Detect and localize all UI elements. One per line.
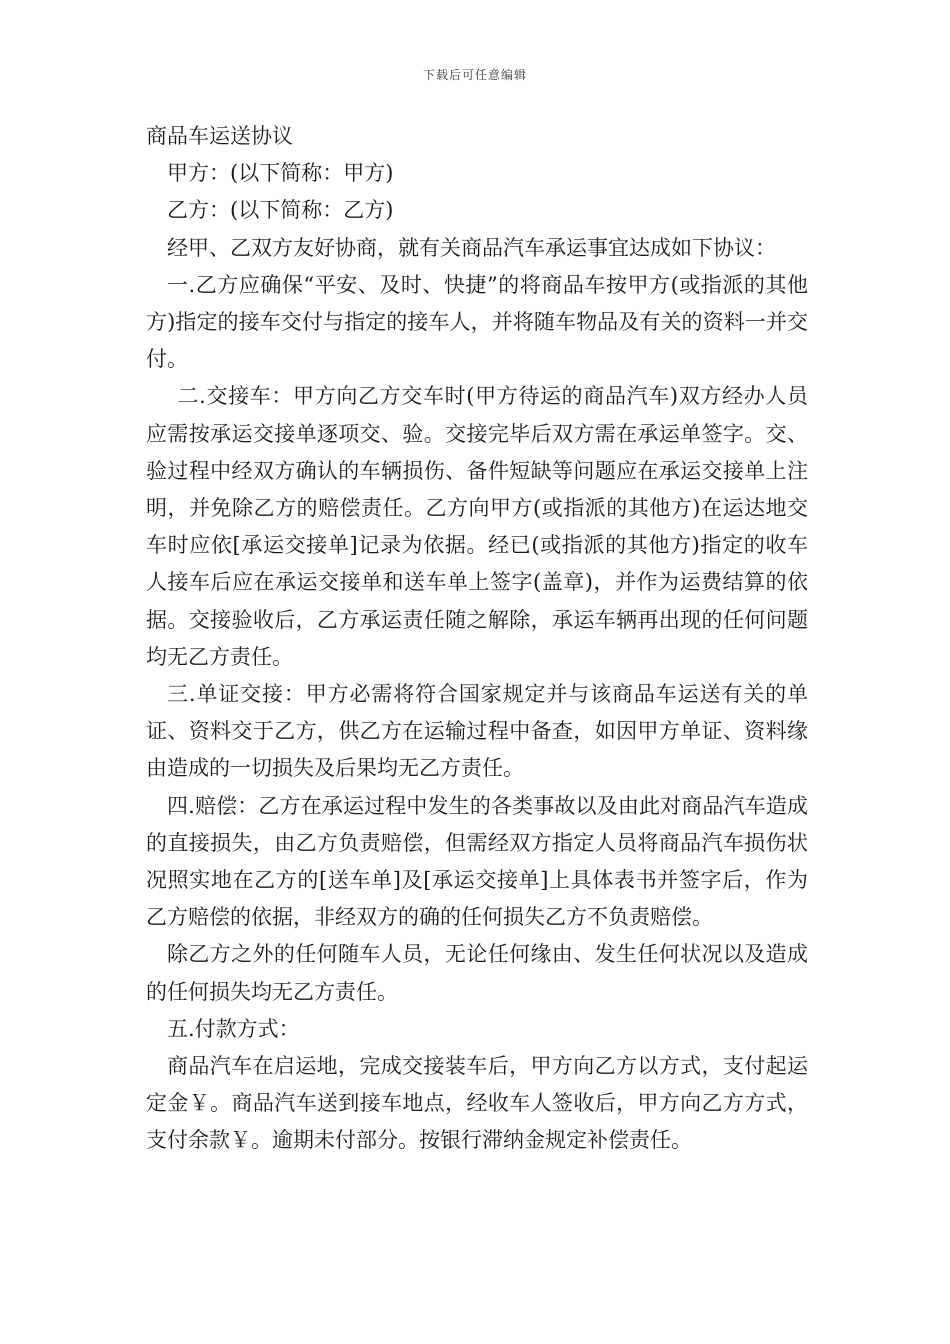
intro-paragraph: 经甲、乙双方友好协商，就有关商品汽车承运事宜达成如下协议： <box>167 235 776 260</box>
party-b-line: 乙方：(以下简称：乙方) <box>167 198 394 223</box>
party-a-line: 甲方：(以下简称：甲方) <box>167 161 394 186</box>
clause-2-paragraph: 二.交接车：甲方向乙方交车时(甲方待运的商品汽车)双方经办人员应需按承运交接单逐项交、验。交接完毕后双方需在承运单签字。交、验过程中经双方确认的车辆损伤、备件短缺等问题应在承运交接单上注明，并免除乙方的赔偿责任。乙方向甲方(或指派的其他方)在运达地交车时应依[承运交接单]记录为依据。经已(或指派的其他方)指定的收车人接车后应在承运交接单和送车单上签字(盖章)，并作为运费结算的依据。交接验收后，乙方承运责任随之解除，承运车辆再出现的任何问题均无乙方责任。 <box>146 384 808 669</box>
document-title: 商品车运送协议 <box>146 124 293 148</box>
clause-3-paragraph: 三.单证交接：甲方必需将符合国家规定并与该商品车运送有关的单证、资料交于乙方，供乙方在运输过程中备查，如因甲方单证、资料缘由造成的一切损失及后果均无乙方责任。 <box>146 682 808 781</box>
clause-4-extra-paragraph: 除乙方之外的任何随车人员，无论任何缘由、发生任何状况以及造成的任何损失均无乙方责任。 <box>146 942 808 1004</box>
clause-1-paragraph: 一.乙方应确保“平安、及时、快捷”的将商品车按甲方(或指派的其他方)指定的接车交付与指定的接车人，并将随车物品及有关的资料一并交付。 <box>146 272 808 372</box>
clause-5-paragraph: 商品汽车在启运地，完成交接装车后，甲方向乙方以方式，支付起运定金￥。商品汽车送到接车地点，经收车人签收后，甲方向乙方方式，支付余款￥。逾期未付部分。按银行滞纳金规定补偿责任。 <box>146 1054 808 1153</box>
clause-4-paragraph: 四.赔偿：乙方在承运过程中发生的各类事故以及由此对商品汽车造成的直接损失，由乙方负责赔偿，但需经双方指定人员将商品汽车损伤状况照实地在乙方的[送车单]及[承运交接单]上具体表书并签字后，作为乙方赔偿的依据，非经双方的确的任何损失乙方不负责赔偿。 <box>146 793 808 930</box>
document-body <box>146 118 808 1160</box>
header-note: 下载后可任意编辑 <box>422 68 527 82</box>
clause-5-title: 五.付款方式： <box>167 1016 300 1041</box>
